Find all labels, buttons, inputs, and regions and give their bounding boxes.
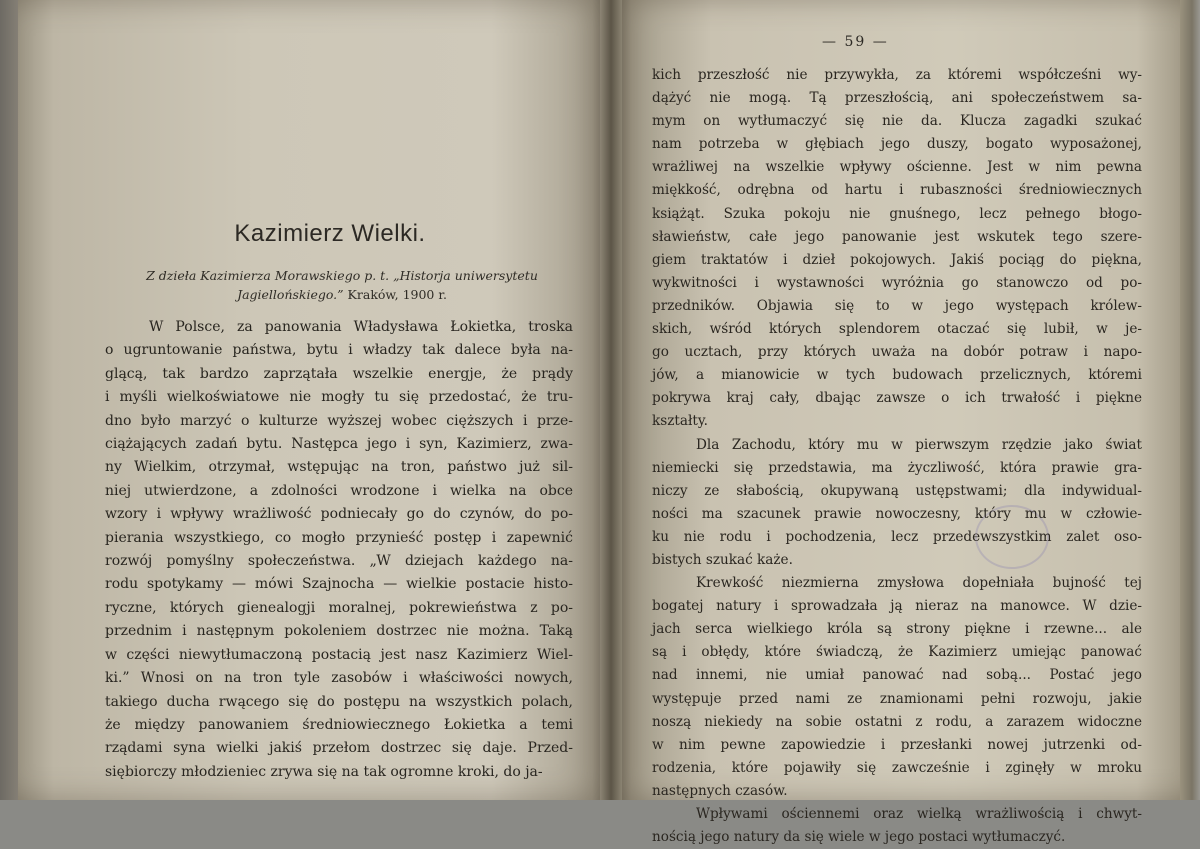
book-gutter <box>600 0 622 800</box>
text-line: niej utwierdzone, a zdolności wrodzone i wielka na obce <box>105 482 573 499</box>
text-line: miękkość, odrębna od hartu i rubaszności średniowiecznych <box>652 182 1142 199</box>
text-line: skich, wśród których splendorem otaczać się lubił, w je- <box>652 321 1142 338</box>
text-line: W Polsce, za panowania Władysława Łokietka, troska <box>149 319 573 335</box>
text-line: Krewkość niezmierna zmysłowa dopełniała bujność tej <box>696 575 1142 592</box>
text-line: kształty. <box>652 413 709 430</box>
page-stack-edge <box>1180 0 1200 800</box>
text-line: siębiorczy młodzieniec zrywa się na tak ogromne kroki, do ja- <box>105 763 543 780</box>
text-line: noszą niekiedy na sobie ostatni z rodu, a zarazem widoczne <box>652 713 1142 730</box>
text-line: mym on wytłumaczyć się nie da. Klucza zagadki szukać <box>652 113 1142 130</box>
text-line: jów, a mianowicie w tych budowach przelicznych, któremi <box>652 367 1142 384</box>
text-line: niczy ze słabością, okupywaną ustępstwami; dla indywidual- <box>652 482 1142 499</box>
text-line: Dla Zachodu, który mu w pierwszym rzędzie jako świat <box>696 436 1142 453</box>
left-page-text <box>105 316 573 784</box>
text-line: pokrywa kraj cały, dbając zawsze o ich trwałość i piękne <box>652 390 1142 407</box>
text-line: Wpływami ościennemi oraz wielką wrażliwością i chwyt- <box>696 806 1142 822</box>
text-line: dążyć nie mogą. Tą przeszłością, ani społeczeństwem sa- <box>652 90 1142 107</box>
text-line: nad innemi, nie umiał panować nad sobą... Postać jego <box>652 667 1142 684</box>
text-line: w nim pewne zapowiedzie i przesłanki nowej jutrzenki od- <box>652 736 1142 753</box>
text-line: bogatej natury i sprowadzała ją nieraz na manowce. W dzie- <box>652 598 1142 615</box>
text-line: nością jego natury da się wiele w jego postaci wytłumaczyć. <box>652 829 1066 846</box>
text-line: i myśli wielkoświatowe nie mogły tu się przedostać, że tru- <box>105 389 573 406</box>
text-line: ny Wielkim, otrzymał, wstępując na tron, państwo już sil- <box>105 459 573 476</box>
text-line: rządami syna wielki jakiś przełom dostrzec się daje. Przed- <box>105 740 573 757</box>
page-number: — 59 — <box>822 34 889 50</box>
text-line: są i obłędy, które świadczą, że Kazimierz umiejąc panować <box>652 644 1142 661</box>
text-line: go ucztach, przy których uważa na dobór potraw i napo- <box>652 344 1142 361</box>
text-line: w części niewytłumaczoną postacią jest nasz Kazimierz Wiel- <box>105 646 573 663</box>
text-line: dno było marzyć o kulturze wyższej wobec cięższych i prze- <box>105 412 573 429</box>
text-line: ku nie rodu i pochodzenia, lecz przedewszystkim zalet oso- <box>652 528 1142 545</box>
text-line: takiego ducha rwącego się do postępu na wszystkich polach, <box>105 693 573 710</box>
chapter-title: Kazimierz Wielki. <box>234 220 426 247</box>
source-citation: Z dzieła Kazimierza Morawskiego p. t. „Historja uniwersytetu Jagiellońskiego.” <box>146 268 538 302</box>
text-line: rozwój pomyślny społeczeństwa. „W dziejach każdego na- <box>105 553 573 570</box>
text-line: sławieństw, całe jego panowanie jest wskutek tego szere- <box>652 228 1142 245</box>
text-line: kich przeszłość nie przywykła, za któremi współcześni wy- <box>652 67 1142 83</box>
text-line: że między panowaniem średniowiecznego Łokietka a temi <box>105 716 573 733</box>
text-line: ności ma szacunek prawie nowoczesny, który mu w człowie- <box>652 505 1142 522</box>
text-line: rodu spotykamy — mówi Szajnocha — wielkie postacie histo- <box>105 576 573 593</box>
text-line: występuje przed nami ze znamionami pełni rozwoju, jakie <box>652 690 1142 707</box>
text-line: giem traktatów i dzieł pokojowych. Jakiś pociąg do piękna, <box>652 251 1142 268</box>
text-line: przedników. Objawia się to w jego występach królew- <box>652 297 1142 314</box>
text-line: glącą, tak bardzo zaprzątała wszelkie energje, że prądy <box>105 365 573 382</box>
text-line: przednim i następnym pokoleniem dostrzec nie można. Taką <box>105 623 573 640</box>
text-line: jach serca wielkiego króla są strony piękne i rzewne... ale <box>652 621 1142 638</box>
text-line: ki.” Wnosi on na tron tyle zasobów i właściwości nowych, <box>105 670 573 687</box>
right-page-text <box>652 64 1142 849</box>
text-line: pierania wszystkiego, co mogło przynieść postęp i zapewnić <box>105 529 573 546</box>
text-line: książąt. Szuka pokoju nie gnuśnego, lecz pełnego błogo- <box>652 205 1142 222</box>
text-line: niemiecki się przedstawia, ma życzliwość, która prawie gra- <box>652 459 1142 476</box>
text-line: o ugruntowanie państwa, bytu i władzy tak dalece była na- <box>105 342 573 359</box>
text-line: następnych czasów. <box>652 782 788 799</box>
source-place-date: Kraków, 1900 r. <box>347 287 447 302</box>
text-line: bistych szukać każe. <box>652 551 793 568</box>
text-line: wrażliwej na wszelkie wpływy ościenne. Jest w nim pewna <box>652 159 1142 176</box>
text-line: wykwitności i wystawności wyróżnia go stanowczo od po- <box>652 274 1142 291</box>
text-line: ciążających zadań bytu. Następca jego i syn, Kazimierz, zwa- <box>105 436 573 453</box>
text-line: wzory i wpływy wrażliwość podniecały go do czynów, do po- <box>105 506 573 523</box>
text-line: rodzenia, które pojawiły się zawcześnie i zginęły w mroku <box>652 759 1142 776</box>
text-line: ryczne, których gienealogji moralnej, pokrewieństwa z po- <box>105 599 573 616</box>
text-line: nam potrzeba w głębiach jego duszy, bogato wyposażonej, <box>652 136 1142 153</box>
source-note <box>112 266 572 304</box>
